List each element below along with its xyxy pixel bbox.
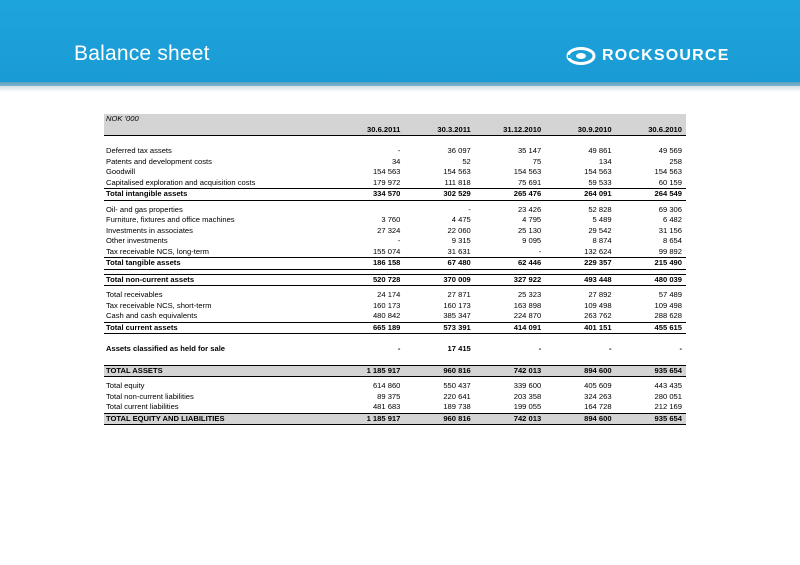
table-row xyxy=(104,381,686,392)
row-value: 414 091 xyxy=(475,322,545,334)
spacer-row xyxy=(104,136,686,147)
row-value: 189 738 xyxy=(443,402,471,411)
row-value: 99 892 xyxy=(658,246,682,256)
row-value: 29 542 xyxy=(588,225,612,235)
spacer-cell xyxy=(404,136,474,147)
row-value: 160 173 xyxy=(443,300,471,310)
row-label: Total intangible assets xyxy=(104,189,334,201)
row-value: 59 533 xyxy=(588,177,612,187)
spacer-cell xyxy=(104,334,334,345)
row-value: 5 489 xyxy=(592,215,612,224)
row-value: 742 013 xyxy=(475,413,545,425)
rocksource-logo-icon xyxy=(566,46,596,66)
column-header-row xyxy=(104,124,686,136)
header-shadow xyxy=(0,82,800,92)
row-label: Goodwill xyxy=(106,167,136,176)
row-label: Assets classified as held for sale xyxy=(106,344,226,353)
unit-row xyxy=(104,114,686,124)
row-value: 6 482 xyxy=(662,215,682,224)
row-value: 9 315 xyxy=(451,236,471,245)
row-value: 203 358 xyxy=(513,391,542,401)
column-header: 30.6.2011 xyxy=(334,124,404,136)
row-value: - xyxy=(468,204,471,214)
table-row xyxy=(104,178,686,189)
table-row xyxy=(104,258,686,270)
row-label: TOTAL ASSETS xyxy=(104,365,334,377)
row-label: Oil- and gas properties xyxy=(106,204,183,214)
spacer-cell xyxy=(545,334,615,345)
table-row xyxy=(104,247,686,258)
row-value: 186 158 xyxy=(334,258,404,270)
row-value: - xyxy=(397,146,401,155)
row-value: 134 xyxy=(598,156,612,166)
row-label: Total receivables xyxy=(106,290,163,299)
row-value: 4 795 xyxy=(522,215,542,224)
table-row xyxy=(104,365,686,377)
row-value: 75 xyxy=(532,156,542,166)
row-value: 52 xyxy=(462,156,471,166)
row-value: 960 816 xyxy=(404,365,474,377)
table-row xyxy=(104,157,686,168)
row-value: 339 600 xyxy=(513,381,542,390)
table-row xyxy=(104,322,686,334)
row-value: 327 922 xyxy=(475,274,545,286)
spacer-cell xyxy=(616,355,686,366)
row-label: Furniture, fixtures and office machines xyxy=(106,215,235,224)
row-value: 493 448 xyxy=(545,274,615,286)
row-label: Total non-current liabilities xyxy=(106,391,194,401)
row-label: Tax receivable NCS, short-term xyxy=(106,300,212,310)
row-value: 8 654 xyxy=(662,236,682,245)
row-value: 62 446 xyxy=(475,258,545,270)
row-value: 385 347 xyxy=(443,311,471,320)
spacer-row xyxy=(104,334,686,345)
row-value: 164 728 xyxy=(584,402,612,411)
row-value: 258 xyxy=(669,156,682,166)
row-value: - xyxy=(538,246,542,256)
row-value: 324 263 xyxy=(584,391,612,401)
spacer-cell xyxy=(545,136,615,147)
row-value: 229 357 xyxy=(545,258,615,270)
spacer-row xyxy=(104,355,686,366)
row-value: 67 480 xyxy=(404,258,474,270)
row-value: 155 074 xyxy=(372,246,401,256)
table-row xyxy=(104,189,686,201)
row-value: 27 324 xyxy=(377,225,401,235)
row-label: Tax receivable NCS, long-term xyxy=(106,246,209,256)
spacer-cell xyxy=(404,355,474,366)
table-row xyxy=(104,236,686,247)
row-value: 334 570 xyxy=(334,189,404,201)
row-value: 23 426 xyxy=(517,204,542,214)
row-value: 742 013 xyxy=(475,365,545,377)
row-value: 36 097 xyxy=(447,146,471,155)
row-label: Total tangible assets xyxy=(104,258,334,270)
row-value: 163 898 xyxy=(513,300,542,310)
row-value: 520 728 xyxy=(334,274,404,286)
row-value: 215 490 xyxy=(616,258,686,270)
row-value: 280 051 xyxy=(654,391,682,401)
row-value: 265 476 xyxy=(475,189,545,201)
row-value: 302 529 xyxy=(404,189,474,201)
row-value: 550 437 xyxy=(443,381,471,390)
row-value: 401 151 xyxy=(545,322,615,334)
column-header: 30.6.2010 xyxy=(616,124,686,136)
spacer-cell xyxy=(334,334,404,345)
row-value: 264 091 xyxy=(545,189,615,201)
row-value: 69 306 xyxy=(658,204,682,214)
row-value: 154 563 xyxy=(513,167,542,176)
row-value: 24 174 xyxy=(377,290,401,299)
table-row xyxy=(104,413,686,425)
table-row xyxy=(104,402,686,413)
row-value: 154 563 xyxy=(654,167,682,176)
row-value: 3 760 xyxy=(381,215,401,224)
row-value: 154 563 xyxy=(443,167,471,176)
row-value: 35 147 xyxy=(517,146,542,155)
row-value: - xyxy=(397,344,401,353)
row-value: 179 972 xyxy=(372,177,401,187)
row-value: 894 600 xyxy=(545,413,615,425)
spacer-cell xyxy=(616,334,686,345)
table-row xyxy=(104,146,686,157)
row-value xyxy=(334,205,404,216)
table-row xyxy=(104,311,686,322)
row-value: 405 609 xyxy=(584,381,612,390)
spacer-cell xyxy=(475,355,545,366)
spacer-cell xyxy=(616,136,686,147)
row-value: 288 628 xyxy=(654,311,682,320)
row-value: 154 563 xyxy=(584,167,612,176)
column-header: 31.12.2010 xyxy=(475,124,545,136)
table-row xyxy=(104,301,686,312)
row-value: 25 323 xyxy=(517,290,542,299)
row-value: 57 489 xyxy=(658,290,682,299)
row-value: 8 874 xyxy=(592,236,612,245)
row-label: Total equity xyxy=(106,381,145,390)
row-label: Total current liabilities xyxy=(106,402,179,411)
row-label: TOTAL EQUITY AND LIABILITIES xyxy=(104,413,334,425)
row-value: 27 871 xyxy=(447,290,471,299)
row-value: 4 475 xyxy=(451,215,471,224)
row-label: Total non-current assets xyxy=(104,274,334,286)
row-value: 52 828 xyxy=(588,204,612,214)
row-value: 199 055 xyxy=(513,402,542,411)
balance-sheet-table xyxy=(104,114,686,425)
row-value: 614 860 xyxy=(372,381,401,390)
row-value: 25 130 xyxy=(517,225,542,235)
row-value: - xyxy=(679,344,682,353)
row-value: 263 762 xyxy=(584,311,612,320)
table-row xyxy=(104,215,686,226)
row-value: 160 173 xyxy=(372,300,401,310)
row-value: 60 159 xyxy=(658,177,682,187)
row-value: - xyxy=(609,344,612,353)
row-value: 481 683 xyxy=(372,402,401,411)
row-value: 22 060 xyxy=(447,225,471,235)
row-label: Other investments xyxy=(106,236,168,245)
row-value: 109 498 xyxy=(584,300,612,310)
rocksource-logo xyxy=(566,46,730,66)
row-value: 31 631 xyxy=(447,246,471,256)
row-value: 935 654 xyxy=(616,365,686,377)
spacer-cell xyxy=(545,355,615,366)
row-value: 9 095 xyxy=(522,236,542,245)
row-label: Investments in associates xyxy=(106,225,193,235)
row-value: 109 498 xyxy=(654,300,682,310)
spacer-cell xyxy=(104,136,334,147)
table-row xyxy=(104,274,686,286)
row-value: 480 039 xyxy=(616,274,686,286)
row-value: 960 816 xyxy=(404,413,474,425)
row-value: 894 600 xyxy=(545,365,615,377)
spacer-cell xyxy=(334,136,404,147)
row-value: 17 415 xyxy=(447,344,471,353)
row-label: Deferred tax assets xyxy=(106,146,172,155)
row-label: Total current assets xyxy=(104,322,334,334)
row-value: 89 375 xyxy=(377,391,401,401)
row-label: Capitalised exploration and acquisition costs xyxy=(106,177,256,187)
row-value: 480 842 xyxy=(372,311,401,320)
unit-label: NOK '000 xyxy=(104,114,686,124)
row-value: 443 435 xyxy=(654,381,682,390)
row-value: 31 156 xyxy=(658,225,682,235)
row-value: 212 169 xyxy=(654,402,682,411)
spacer-cell xyxy=(334,355,404,366)
table-row xyxy=(104,226,686,237)
row-value: 49 861 xyxy=(588,146,612,155)
row-label: Patents and development costs xyxy=(106,156,212,166)
row-value: 264 549 xyxy=(616,189,686,201)
logo-text: ROCKSOURCE xyxy=(602,47,730,64)
row-value: 27 892 xyxy=(588,290,612,299)
row-value: 455 615 xyxy=(616,322,686,334)
column-header: 30.9.2010 xyxy=(545,124,615,136)
row-value: 49 569 xyxy=(658,146,682,155)
spacer-cell xyxy=(475,334,545,345)
table-row xyxy=(104,290,686,301)
row-value: 154 563 xyxy=(372,167,401,176)
spacer-cell xyxy=(475,136,545,147)
header-blank xyxy=(104,124,334,136)
row-value: 665 189 xyxy=(334,322,404,334)
page-title: Balance sheet xyxy=(74,42,210,65)
table-row xyxy=(104,392,686,403)
row-value: 935 654 xyxy=(616,413,686,425)
row-value: 1 185 917 xyxy=(334,365,404,377)
row-value: - xyxy=(538,344,542,353)
table-row xyxy=(104,205,686,216)
row-value: 1 185 917 xyxy=(334,413,404,425)
table-row xyxy=(104,167,686,178)
table-row xyxy=(104,344,686,355)
row-value: 573 391 xyxy=(404,322,474,334)
column-header: 30.3.2011 xyxy=(404,124,474,136)
row-value: 34 xyxy=(391,156,401,166)
row-value: 224 870 xyxy=(513,311,542,320)
row-value: 220 641 xyxy=(443,391,471,401)
row-value: 75 691 xyxy=(517,177,542,187)
spacer-cell xyxy=(104,355,334,366)
row-value: 370 009 xyxy=(404,274,474,286)
row-label: Cash and cash equivalents xyxy=(106,311,198,320)
spacer-cell xyxy=(404,334,474,345)
row-value: 111 818 xyxy=(444,177,471,187)
row-value: - xyxy=(397,236,401,245)
row-value: 132 624 xyxy=(584,246,612,256)
